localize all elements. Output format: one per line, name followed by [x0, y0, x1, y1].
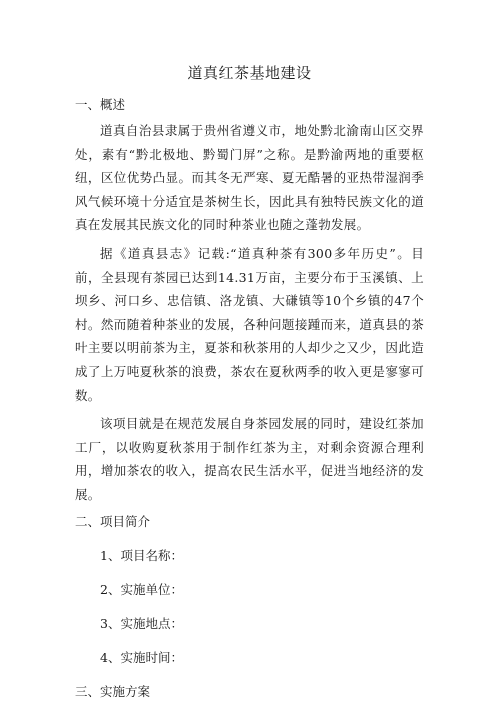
overview-paragraph-1: 道真自治县隶属于贵州省遵义市，地处黔北渝南山区交界处，素有“黔北极地、黔蜀门屏”之称。是黔渝两地的重要枢纽，区位优势凸显。而其冬无严寒、夏无酷暑的亚热带湿润季风气候环境十分适宜是茶树生长，因此具有独特民族文化的道真在发展其民族文化的同时种茶业也随之蓬勃发展。: [75, 123, 424, 233]
section-heading-implementation: 三、实施方案: [75, 683, 151, 699]
project-intro-item-name: 1、项目名称：: [100, 547, 183, 563]
overview-paragraph-3: 该项目就是在规范发展自身茶园发展的同时，建设红茶加工厂，以收购夏秋茶用于制作红茶为主，对剩余资源合理利用，增加茶农的收入，提高农民生活水平，促进当地经济的发展。: [75, 416, 424, 502]
document-title: 道真红茶基地建设: [187, 64, 312, 82]
project-intro-item-unit: 2、实施单位：: [100, 581, 183, 597]
project-intro-item-location: 3、实施地点：: [100, 615, 183, 631]
section-heading-project-intro: 二、项目简介: [75, 513, 151, 529]
project-intro-item-time: 4、实施时间：: [100, 649, 183, 665]
overview-paragraph-2: 据《道真县志》记载:“道真种茶有300多年历史”。目前，全县现有茶园已达到14.31万亩，主要分布于玉溪镇、上坝乡、河口乡、忠信镇、洛龙镇、大磏镇等10个乡镇的47个村。然而随着种茶业的发展，各种问题接踵而来，道真县的茶叶主要以明前茶为主，夏茶和秋茶用的人却少之又少，因此造成了上万吨夏秋茶的浪费，茶农在夏秋两季的收入更是寥寥可数。: [75, 245, 424, 403]
section-heading-overview: 一、概述: [75, 97, 126, 112]
